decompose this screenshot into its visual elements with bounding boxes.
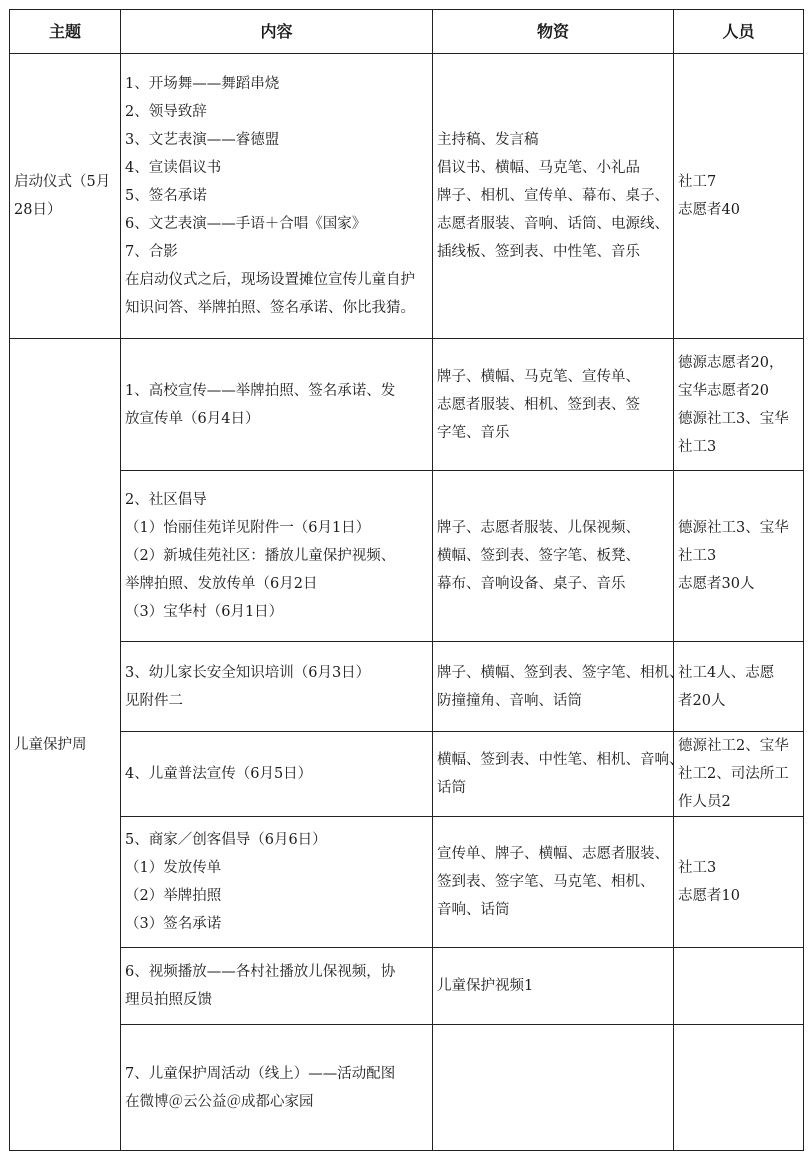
launch-material-line: 倡议书、横幅、马克笔、小礼品 bbox=[437, 160, 640, 176]
week-content-line: 3、幼儿家长安全知识培训（6月3日） bbox=[125, 664, 371, 681]
week-material-line: 防撞撞角、音响、话筒 bbox=[437, 692, 582, 709]
launch-content-line: 3、文艺表演——睿德盟 bbox=[125, 132, 280, 148]
week-content-line: 1、高校宣传——举牌拍照、签名承诺、发 bbox=[125, 382, 396, 399]
week-content-line: 举牌拍照、发放传单（6月2日 bbox=[125, 576, 318, 592]
week-row-1 bbox=[10, 339, 804, 471]
week-staff-line: 社工3 bbox=[678, 548, 717, 564]
week-row-staff bbox=[674, 817, 804, 948]
week-staff-line: 德源社工3、宝华 bbox=[678, 410, 789, 427]
launch-content-note: 在启动仪式之后，现场设置摊位宣传儿童自护知识问答、举牌拍照、签名承诺、你比我猜。 bbox=[125, 272, 415, 316]
activity-plan-table bbox=[9, 9, 804, 1151]
week-row-materials bbox=[433, 817, 674, 948]
launch-content-line: 1、开场舞——舞蹈串烧 bbox=[125, 76, 280, 92]
week-row-materials bbox=[433, 732, 684, 817]
week-content-line: （3）签名承诺 bbox=[125, 916, 222, 932]
week-material-line: 幕布、音响设备、桌子、音乐 bbox=[437, 576, 626, 592]
week-staff-line: 德源社工3、宝华 bbox=[678, 520, 789, 536]
week-row-7 bbox=[10, 1025, 804, 1151]
launch-content-line: 5、签名承诺 bbox=[125, 188, 207, 204]
week-row-content bbox=[121, 948, 433, 1025]
header-row bbox=[10, 10, 804, 54]
launch-materials-cell bbox=[433, 54, 674, 339]
week-row-5 bbox=[10, 817, 804, 948]
week-theme-cell bbox=[10, 339, 121, 1151]
launch-content-line: 6、文艺表演——手语＋合唱《国家》 bbox=[125, 216, 367, 232]
week-material-line: 牌子、横幅、马克笔、宣传单、 bbox=[437, 368, 640, 385]
week-content-line: 2、社区倡导 bbox=[125, 492, 207, 508]
week-content-line: 5、商家／创客倡导（6月6日） bbox=[125, 832, 327, 848]
week-row-4 bbox=[10, 732, 804, 817]
launch-staff-cell bbox=[674, 54, 804, 339]
week-row-content bbox=[121, 732, 433, 817]
week-row-content bbox=[121, 339, 433, 471]
week-material-line: 牌子、横幅、签到表、签字笔、相机、 bbox=[437, 664, 684, 681]
week-row-materials bbox=[433, 339, 674, 471]
week-row-6 bbox=[10, 948, 804, 1025]
week-material-line: 签到表、签字笔、马克笔、相机、 bbox=[437, 874, 655, 890]
week-row-staff bbox=[674, 339, 804, 471]
week-material-line: 横幅、签到表、中性笔、相机、音响、 bbox=[437, 752, 684, 768]
week-material-line: 音响、话筒 bbox=[437, 902, 510, 918]
launch-material-line: 志愿者服装、音响、话筒、电源线、 bbox=[437, 216, 669, 232]
week-row-staff bbox=[674, 732, 804, 817]
week-row-2 bbox=[10, 471, 804, 642]
launch-content-line: 4、宣读倡议书 bbox=[125, 160, 222, 176]
header-content: 内容 bbox=[121, 10, 433, 54]
launch-material-line: 主持稿、发言稿 bbox=[437, 132, 539, 148]
week-row-content bbox=[121, 471, 433, 642]
launch-row bbox=[10, 54, 804, 339]
header-staff: 人员 bbox=[674, 10, 804, 54]
week-material-line: 牌子、志愿者服装、儿保视频、 bbox=[437, 520, 640, 536]
week-row-3 bbox=[10, 642, 804, 732]
week-staff-line: 社工4人、志愿 bbox=[678, 664, 775, 681]
week-content-line: 在微博＠云公益＠成都心家园 bbox=[125, 1093, 314, 1110]
week-staff-line: 德源社工2、宝华 bbox=[678, 738, 789, 754]
week-row-content bbox=[121, 817, 433, 948]
week-content-line: 放宣传单（6月4日） bbox=[125, 410, 260, 427]
week-content-line: 6、视频播放——各村社播放儿保视频，协 bbox=[125, 964, 396, 980]
week-staff-line: 社工3 bbox=[678, 860, 717, 876]
week-staff-line: 宝华志愿者20 bbox=[678, 382, 769, 399]
launch-material-line: 插线板、签到表、中性笔、音乐 bbox=[437, 244, 640, 260]
launch-content-line: 2、领导致辞 bbox=[125, 104, 207, 120]
week-content-line: 理员拍照反馈 bbox=[125, 992, 212, 1008]
week-content-line: （2）新城佳苑社区：播放儿童保护视频、 bbox=[125, 548, 396, 564]
week-row-staff bbox=[674, 642, 804, 732]
launch-theme: 启动仪式（5月28日） bbox=[14, 174, 111, 218]
week-content-line: （1）发放传单 bbox=[125, 860, 222, 876]
week-row-materials bbox=[433, 948, 674, 1025]
week-material-line: 横幅、签到表、签字笔、板凳、 bbox=[437, 548, 640, 564]
week-content-line: 4、儿童普法宣传（6月5日） bbox=[125, 766, 313, 782]
week-row-staff-empty bbox=[674, 948, 804, 1025]
launch-content-cell bbox=[121, 54, 433, 339]
week-staff-line: 者20人 bbox=[678, 692, 726, 709]
week-row-content bbox=[121, 642, 433, 732]
week-row-materials bbox=[433, 642, 684, 732]
week-row-staff bbox=[674, 471, 804, 642]
launch-staff-line: 志愿者40 bbox=[678, 202, 740, 218]
header-materials: 物资 bbox=[433, 10, 674, 54]
week-row-content bbox=[121, 1025, 433, 1151]
week-content-line: （1）怡丽佳苑详见附件一（6月1日） bbox=[125, 520, 371, 536]
week-material-line: 志愿者服装、相机、签到表、签 bbox=[437, 396, 640, 413]
week-theme: 儿童保护周 bbox=[14, 736, 87, 753]
week-staff-line: 志愿者30人 bbox=[678, 576, 755, 592]
launch-staff-line: 社工7 bbox=[678, 174, 717, 190]
week-staff-line: 志愿者10 bbox=[678, 888, 740, 904]
week-material-line: 儿童保护视频1 bbox=[437, 978, 534, 994]
launch-material-line: 牌子、相机、宣传单、幕布、桌子、 bbox=[437, 188, 669, 204]
week-staff-line: 社工2、司法所工 bbox=[678, 766, 789, 782]
launch-theme-cell bbox=[10, 54, 121, 339]
week-row-materials-empty bbox=[433, 1025, 674, 1151]
week-staff-line: 德源志愿者20， bbox=[678, 354, 784, 371]
week-content-line: 7、儿童保护周活动（线上）——活动配图 bbox=[125, 1065, 396, 1082]
week-material-line: 宣传单、牌子、横幅、志愿者服装、 bbox=[437, 846, 669, 862]
week-staff-line: 社工3 bbox=[678, 438, 717, 455]
header-theme: 主题 bbox=[10, 10, 121, 54]
week-row-materials bbox=[433, 471, 674, 642]
week-material-line: 字笔、音乐 bbox=[437, 424, 510, 441]
launch-content-line: 7、合影 bbox=[125, 244, 178, 260]
week-content-line: （3）宝华村（6月1日） bbox=[125, 604, 284, 620]
week-content-line: （2）举牌拍照 bbox=[125, 888, 222, 904]
week-row-staff-empty bbox=[674, 1025, 804, 1151]
week-content-line: 见附件二 bbox=[125, 692, 183, 709]
week-staff-line: 作人员2 bbox=[678, 794, 731, 810]
week-material-line: 话筒 bbox=[437, 780, 466, 796]
